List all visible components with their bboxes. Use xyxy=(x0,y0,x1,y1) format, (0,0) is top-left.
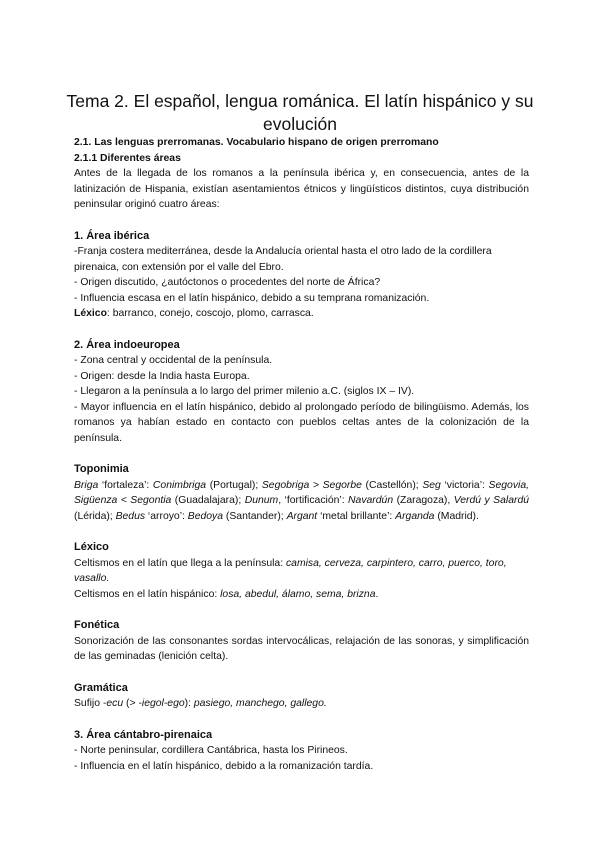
suffix-ecu: -ecu xyxy=(102,698,124,709)
area-cantabro-item: - Norte peninsular, cordillera Cantábrica, hasta los Pirineos. xyxy=(74,745,348,756)
section-2-1-heading: 2.1. Las lenguas prerromanas. Vocabulario hispano de origen prerromano xyxy=(74,137,439,148)
toponym-term: Arganda xyxy=(395,510,435,522)
toponimia-paragraph xyxy=(74,478,529,525)
area-iberica-item: -Franja costera mediterránea, desde la Andalucía oriental hasta el otro lado de la cordillera pirenaica, con extensión por el valle del Ebro. xyxy=(74,246,492,273)
toponym-term: Navardún xyxy=(348,495,394,506)
toponimia-heading: Toponimia xyxy=(74,463,129,475)
toponym-term: Segovia, Sigüenza < Segontia xyxy=(74,479,529,506)
celtismos-latin-label: Celtismos en el latín que llega a la península: xyxy=(74,557,286,569)
toponym-gloss: ‘metal brillante’: xyxy=(317,510,396,522)
toponym-gloss: (Castellón); xyxy=(361,479,423,491)
fonetica-paragraph: Sonorización de las consonantes sordas intervocálicas, relajación de las sonoras, y simplificación de las geminadas (lenición celta). xyxy=(74,635,529,662)
toponym-term: Seg xyxy=(422,479,441,491)
area-indoeuropea-item: - Zona central y occidental de la península. xyxy=(74,355,273,366)
toponym-gloss: , ‘fortificación’: xyxy=(278,495,349,506)
celtismos-latin-line xyxy=(74,556,529,587)
celtismos-hispanico-words: losa, abedul, álamo, sema, brizna xyxy=(220,588,376,600)
area-cantabro-item: - Influencia en el latín hispánico, debido a la romanización tardía. xyxy=(74,760,374,772)
toponym-gloss: (Madrid). xyxy=(434,510,479,522)
period: . xyxy=(375,588,379,600)
toponym-term: Bedus xyxy=(115,510,146,522)
toponym-gloss: ‘fortaleza’: xyxy=(98,479,153,491)
toponym-gloss: (Guadalajara); xyxy=(171,495,245,506)
area-iberica-lexico xyxy=(74,306,529,322)
toponym-gloss: (Lérida); xyxy=(74,510,116,522)
lexico-label: Léxico xyxy=(74,308,107,319)
toponym-term: Argant xyxy=(286,510,318,522)
gramatica-line xyxy=(74,696,529,712)
toponym-term: Conimbriga xyxy=(152,479,207,491)
toponym-term: Segobriga > Segorbe xyxy=(261,479,362,491)
document-title: Tema 2. El español, lengua románica. El latín hispánico y su evolución xyxy=(66,91,534,134)
area-indoeuropea-item: - Llegaron a la península a lo largo del primer milenio a.C. (siglos IX – IV). xyxy=(74,386,415,397)
toponym-gloss: (Santander); xyxy=(223,510,287,522)
lexico-words: : barranco, conejo, coscojo, plomo, carrasca. xyxy=(106,308,314,319)
area-indoeuropea-item: - Mayor influencia en el latín hispánico, debido al prolongado período de bilingüismo. Además, los romanos ya habían estado en contacto con pueblos celtas antes de la colonización de la península. xyxy=(74,401,529,444)
toponym-gloss: (Portugal); xyxy=(206,479,262,491)
area-indoeuropea-heading: 2. Área indoeuropea xyxy=(74,338,180,351)
section-2-1-1-heading: 2.1.1 Diferentes áreas xyxy=(74,152,181,164)
toponym-gloss: ‘victoria’: xyxy=(440,479,489,491)
area-iberica-heading: 1. Área ibérica xyxy=(74,229,150,242)
lexico-heading: Léxico xyxy=(74,541,109,553)
area-indoeuropea-item: - Origen: desde la India hasta Europa. xyxy=(74,370,250,382)
celtismos-hispanico-line xyxy=(74,587,529,603)
toponym-gloss: ‘arroyo’: xyxy=(145,510,188,522)
toponym-term: Verdú y Salardú xyxy=(453,495,529,506)
gramatica-close: ): xyxy=(184,698,194,709)
toponym-gloss: (Zaragoza), xyxy=(393,495,454,506)
fonetica-heading: Fonética xyxy=(74,619,120,631)
document-body xyxy=(74,135,529,774)
area-iberica-item: - Influencia escasa en el latín hispánico, debido a su temprana romanización. xyxy=(74,292,430,304)
area-iberica-item: - Origen discutido, ¿autóctonos o procedentes del norte de África? xyxy=(74,277,381,288)
gramatica-examples: pasiego, manchego, gallego. xyxy=(193,698,327,709)
intro-paragraph: Antes de la llegada de los romanos a la península ibérica y, en consecuencia, antes de la latinización de Hispania, existían asentamientos étnicos y lingüísticos distintos, cuya distribución peninsular originó cuatro áreas: xyxy=(74,168,529,210)
toponym-term: Briga xyxy=(74,479,99,491)
toponym-term: Dunum xyxy=(244,495,279,506)
gramatica-mid: (> xyxy=(123,698,139,709)
gramatica-prefix: Sufijo xyxy=(74,698,103,709)
suffix-iego: -iegol-ego xyxy=(138,698,185,709)
gramatica-heading: Gramática xyxy=(74,681,128,694)
area-cantabro-heading: 3. Área cántabro-pirenaica xyxy=(74,728,213,741)
celtismos-latin-words: camisa, cerveza, carpintero, carro, puerco, toro, vasallo. xyxy=(74,557,507,584)
toponym-term: Bedoya xyxy=(187,510,224,522)
celtismos-hispanico-label: Celtismos en el latín hispánico: xyxy=(74,588,221,600)
